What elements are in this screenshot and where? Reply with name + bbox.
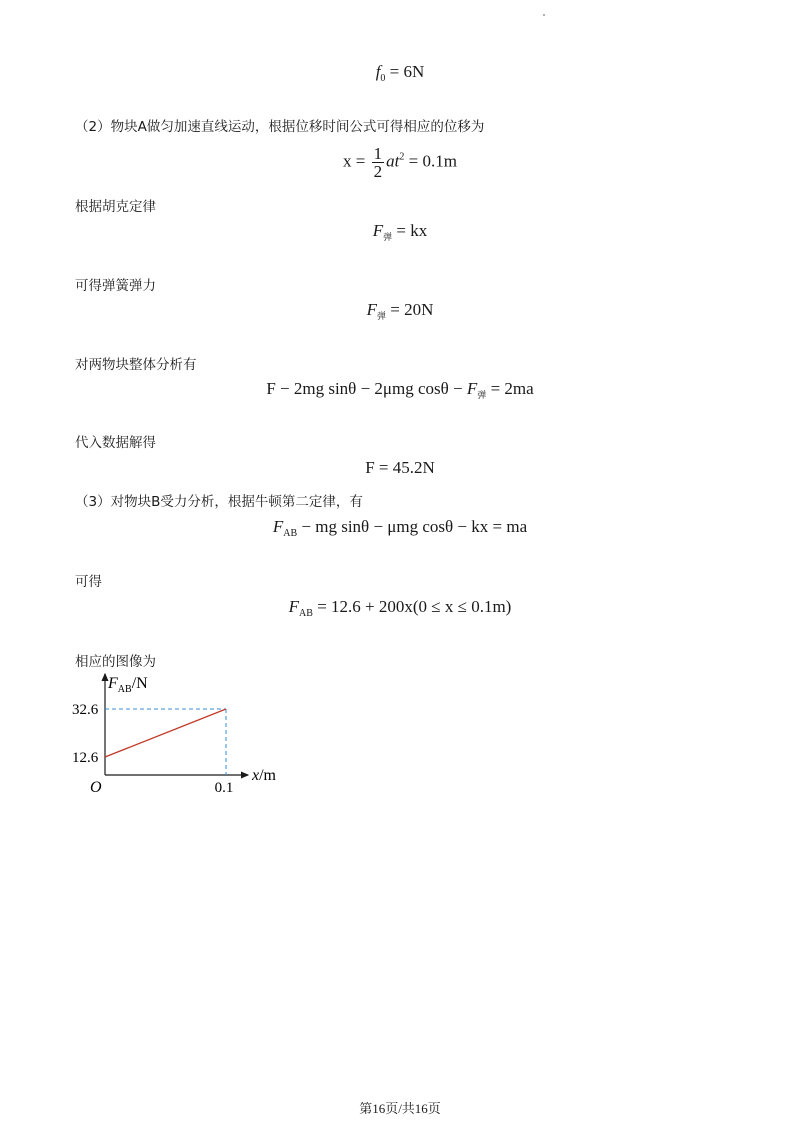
equation-F-result: F = 45.2N bbox=[365, 458, 435, 477]
data-line-fab bbox=[105, 709, 226, 757]
scan-dot bbox=[543, 14, 545, 16]
equation-FAB: $F_{AB} = 12.6 + 200x(0 \le x \le 0.1m)$ bbox=[288, 597, 512, 619]
equation-displacement: x = $\frac{1}{2}$ $at^2 = 0.1m$ bbox=[343, 144, 457, 181]
equation-newton: $F_{AB}$ − mg sinθ − μmg cosθ − kx = ma bbox=[272, 517, 528, 539]
part3-text: （3）对物块B受力分析，根据牛顿第二定律，有 bbox=[75, 494, 363, 510]
y-tick-32-6: 32.6 bbox=[72, 702, 99, 718]
graph-intro-text: 相应的图像为 bbox=[75, 654, 156, 670]
equation-whole-system: F − 2mg sinθ − 2μmg $\cos\theta - F_弹 = 2ma$ bbox=[266, 379, 534, 401]
x-axis-label: x/m bbox=[252, 767, 276, 784]
whole-analysis-text: 对两物块整体分析有 bbox=[75, 357, 197, 373]
hooke-text: 根据胡克定律 bbox=[75, 199, 156, 215]
part2-text: （2）物块A做匀加速直线运动，根据位移时间公式可得相应的位移为 bbox=[75, 119, 485, 135]
x-tick-0-1: 0.1 bbox=[214, 780, 234, 796]
equation-f0: $f_0 = 6N$ bbox=[375, 62, 425, 84]
fab-vs-x-graph bbox=[60, 668, 300, 800]
origin-label: O bbox=[90, 779, 102, 796]
equation-hooke: $F_弹$ = kx bbox=[372, 221, 428, 243]
equation-spring-force: $F_弹 = 20N$ bbox=[366, 300, 434, 322]
solve-text: 代入数据解得 bbox=[75, 435, 156, 451]
spring-force-text: 可得弹簧弹力 bbox=[75, 278, 156, 294]
y-tick-12-6: 12.6 bbox=[72, 750, 99, 766]
y-axis-label: $F_{AB}/N$ bbox=[108, 675, 148, 695]
page-footer: 第16页/共16页 bbox=[359, 1101, 441, 1116]
result-text: 可得 bbox=[75, 574, 102, 590]
